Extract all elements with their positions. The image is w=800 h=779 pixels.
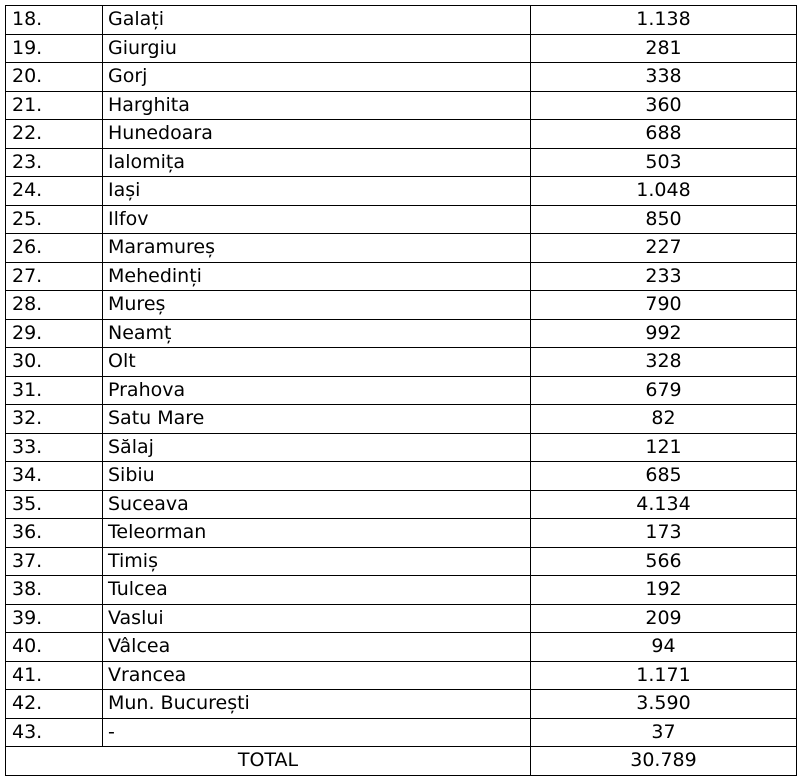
table-row (6, 376, 797, 405)
value-cell: 688 (531, 120, 797, 149)
county-name-cell: Neamț (103, 319, 531, 348)
row-number-cell: 42. (6, 690, 103, 719)
row-number-cell: 29. (6, 319, 103, 348)
row-number-cell: 36. (6, 519, 103, 548)
row-number-cell: 34. (6, 462, 103, 491)
value-cell: 82 (531, 405, 797, 434)
table-row (6, 690, 797, 719)
value-cell: 233 (531, 262, 797, 291)
value-cell: 37 (531, 718, 797, 747)
row-number-cell: 39. (6, 604, 103, 633)
county-name-cell: Gorj (103, 63, 531, 92)
row-number-cell: 21. (6, 91, 103, 120)
table-row (6, 120, 797, 149)
row-number-cell: 27. (6, 262, 103, 291)
row-number-cell: 25. (6, 205, 103, 234)
row-number-cell: 41. (6, 661, 103, 690)
county-name-cell: Maramureș (103, 234, 531, 263)
county-name-cell: Mehedinți (103, 262, 531, 291)
table-row (6, 661, 797, 690)
table-row (6, 633, 797, 662)
value-cell: 790 (531, 291, 797, 320)
county-name-cell: Sălaj (103, 433, 531, 462)
county-name-cell: Teleorman (103, 519, 531, 548)
row-number-cell: 37. (6, 547, 103, 576)
county-name-cell: Harghita (103, 91, 531, 120)
table-body (6, 6, 797, 747)
county-name-cell: Suceava (103, 490, 531, 519)
total-value: 30.789 (531, 747, 797, 776)
value-cell: 121 (531, 433, 797, 462)
row-number-cell: 30. (6, 348, 103, 377)
value-cell: 328 (531, 348, 797, 377)
table-row (6, 462, 797, 491)
county-name-cell: Tulcea (103, 576, 531, 605)
document-page (5, 5, 797, 776)
value-cell: 94 (531, 633, 797, 662)
total-row (6, 747, 797, 776)
row-number-cell: 32. (6, 405, 103, 434)
table-row (6, 205, 797, 234)
value-cell: 338 (531, 63, 797, 92)
county-name-cell: Vâlcea (103, 633, 531, 662)
table-row (6, 262, 797, 291)
total-label: TOTAL (6, 747, 531, 776)
row-number-cell: 35. (6, 490, 103, 519)
county-name-cell: Prahova (103, 376, 531, 405)
county-name-cell: Mureș (103, 291, 531, 320)
value-cell: 679 (531, 376, 797, 405)
table-row (6, 490, 797, 519)
table-row (6, 91, 797, 120)
table-row (6, 718, 797, 747)
row-number-cell: 40. (6, 633, 103, 662)
row-number-cell: 33. (6, 433, 103, 462)
county-name-cell: Giurgiu (103, 34, 531, 63)
county-name-cell: Ilfov (103, 205, 531, 234)
table-row (6, 433, 797, 462)
row-number-cell: 26. (6, 234, 103, 263)
table-row (6, 6, 797, 35)
row-number-cell: 24. (6, 177, 103, 206)
value-cell: 566 (531, 547, 797, 576)
value-cell: 4.134 (531, 490, 797, 519)
county-table (5, 5, 797, 776)
table-row (6, 177, 797, 206)
table-row (6, 405, 797, 434)
table-row (6, 576, 797, 605)
row-number-cell: 23. (6, 148, 103, 177)
row-number-cell: 43. (6, 718, 103, 747)
row-number-cell: 18. (6, 6, 103, 35)
table-row (6, 34, 797, 63)
county-name-cell: Iași (103, 177, 531, 206)
value-cell: 1.171 (531, 661, 797, 690)
row-number-cell: 28. (6, 291, 103, 320)
value-cell: 192 (531, 576, 797, 605)
value-cell: 173 (531, 519, 797, 548)
value-cell: 850 (531, 205, 797, 234)
value-cell: 685 (531, 462, 797, 491)
value-cell: 3.590 (531, 690, 797, 719)
row-number-cell: 22. (6, 120, 103, 149)
table-row (6, 148, 797, 177)
row-number-cell: 19. (6, 34, 103, 63)
county-name-cell: Ialomița (103, 148, 531, 177)
value-cell: 281 (531, 34, 797, 63)
county-name-cell: Vaslui (103, 604, 531, 633)
table-row (6, 348, 797, 377)
table-row (6, 291, 797, 320)
row-number-cell: 31. (6, 376, 103, 405)
row-number-cell: 38. (6, 576, 103, 605)
county-name-cell: Galați (103, 6, 531, 35)
county-name-cell: Olt (103, 348, 531, 377)
table-row (6, 234, 797, 263)
value-cell: 1.138 (531, 6, 797, 35)
county-name-cell: Sibiu (103, 462, 531, 491)
county-name-cell: Vrancea (103, 661, 531, 690)
county-name-cell: - (103, 718, 531, 747)
table-row (6, 519, 797, 548)
value-cell: 1.048 (531, 177, 797, 206)
county-name-cell: Mun. București (103, 690, 531, 719)
value-cell: 227 (531, 234, 797, 263)
county-name-cell: Hunedoara (103, 120, 531, 149)
county-name-cell: Satu Mare (103, 405, 531, 434)
value-cell: 209 (531, 604, 797, 633)
value-cell: 503 (531, 148, 797, 177)
table-row (6, 604, 797, 633)
value-cell: 992 (531, 319, 797, 348)
table-row (6, 319, 797, 348)
table-row (6, 547, 797, 576)
table-row (6, 63, 797, 92)
value-cell: 360 (531, 91, 797, 120)
county-name-cell: Timiș (103, 547, 531, 576)
row-number-cell: 20. (6, 63, 103, 92)
